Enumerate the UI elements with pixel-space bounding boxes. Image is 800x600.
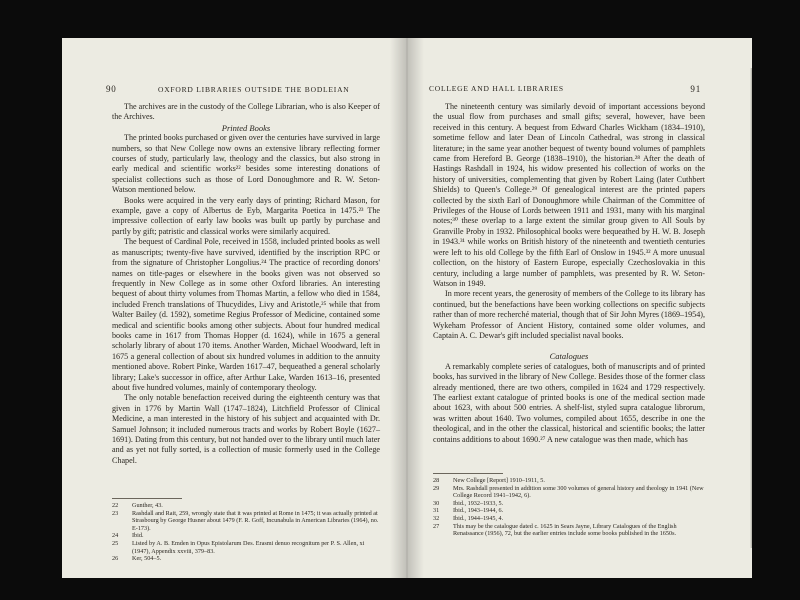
archives-paragraph: The archives are in the custody of the College Librarian, who is also Keeper of the Archives. — [112, 102, 380, 122]
body-paragraph: In more recent years, the generosity of members of the College to its library has continued, but the benefactions have been working collections on specific subjects rather than of more recherché material, though that of Sir John Myres (1869–1954), Wykeham Professor of Ancient History, contained some older volumes, and Captain A. C. Dewar's gift included specialist naval books. — [433, 289, 705, 340]
catalogues-heading: Catalogues — [549, 351, 589, 362]
footnote: 28 New College [Report] 1910–1911, 5. — [433, 477, 545, 484]
left-footnotes — [112, 498, 380, 563]
footnote: 24 Ibid. — [112, 532, 144, 540]
body-paragraph: The nineteenth century was similarly devoid of important accessions beyond the usual flow from purchases and small gifts; several, however, have been received in this century. A bequest from Edward Charles Wickham (1834–1910), sometime fellow and later Dean of Lincoln Cathedral, was strong in classical literature; in the same year another bequest of twenty bound volumes of pamphlets came from Hereford B. George (1838–1910), the historian.²⁸ After the death of Hastings Rashdall in 1924, his widow presented his collection of works on the history of universities, complementing that given by Robert Laing (later Cuthbert Shields) to Queen's College.²⁹ Of genealogical interest are the printed papers collected by the sixth Earl of Donoughmore while Chairman of the Committee of Privileges of the House of Lords between 1911 and 1931, many with his marginal notes;³⁰ these overlap to a large extent the similar group given to All Souls by Granville Proby in 1932. Philosophical books were bequeathed by H. W. B. Joseph in 1943.³¹ while works on British history of the nineteenth and twentieth centuries were left to his old College by the fifth Earl of Onslow in 1945.³² A more unusual collection, on the history of Eastern Europe, especially Czechoslovakia in this century, including a large number of pamphlets, was presented by R. W. Seton-Watson in 1949. — [433, 102, 705, 288]
left-page-number: 90 — [106, 84, 117, 94]
right-page — [407, 38, 752, 578]
footnote: 29 Mrs. Rashdall presented in addition some 300 volumes of general history and theology in 1941 (New College Record 1941–1942, 6). — [433, 484, 704, 500]
body-paragraph: The printed books purchased or given over the centuries have survived in large numbers, so that New College now owns an extensive library reflecting former courses of study, particularly law, theology and the classics, but also strong in early medical and scientific works²² besides some interesting donations of specialist collections such as those of Lord Donoughmore and R. W. Seton-Watson mentioned below. — [112, 133, 380, 195]
left-page — [62, 38, 407, 578]
body-paragraph: The bequest of Cardinal Pole, received in 1558, included printed books as well as manuscripts; twenty-five have survived, identified by the inscription RPC or from the signature of Christopher Longolius.²⁴ The practice of recording donors' names on title-pages or elsewhere in the books given was not observed so frequently in New College as in some other Oxford libraries. An interesting bequest of about thirty volumes from Thomas Martin, a fellow who died in 1584, included French translations of Thucydides, Livy and Aristotle,²⁵ while that from Walter Bailey (d. 1592), sometime Regius Professor of Medicine, contained some medical and scientific books among other subjects. About four hundred medical books came in 1617 from Thomas Hopper (d. 1624), while in 1675 a general scholarly library of about 170 items. Another Warden, Michael Woodward, left in 1675 a general collection of about six hundred volumes in addition to the annuity mentioned above. Robert Pinke, Warden 1617–47, bequeathed a general scholarly library; Lake's successor in office, after Arthur Lake, Warden 1613–16, presented about five hundred volumes, mainly of contemporary theology. — [112, 237, 380, 392]
body-paragraph: The only notable benefaction received during the eighteenth century was that given in 1776 by Martin Wall (1747–1824), Litchfield Professor of Clinical Medicine, a man interested in the history of his subject and acquainted with Dr. Samuel Johnson; it included numerous tracts and works by Robert Boyle (1627–1691). Dating from this century, but not handed over to the library until much later and as yet not fully sorted, is a collection of music formerly used in the College Chapel. — [112, 393, 380, 465]
footnote-rule — [112, 498, 182, 499]
left-page-header — [106, 84, 350, 94]
footnote-rule — [433, 473, 503, 474]
footnote: 32 Ibid., 1944–1945, 4. — [433, 514, 504, 522]
body-paragraph: Books were acquired in the very early days of printing; Richard Mason, for example, gave a copy of Albertus de Eyb, Margarita Poetica in 1475.²³ The impressive collection of early law books was built up partly by purchase and partly by gift; patristic and classical works were similarly acquired. — [112, 195, 380, 236]
footnote: 22 Gunther, 43. — [112, 502, 163, 509]
footnote: 30 Ibid., 1932–1933, 5. — [433, 499, 504, 507]
catalogues-paragraph: A remarkably complete series of catalogues, both of manuscripts and of printed books, has survived in the library of New College. Besides those of the former class already mentioned, there are two others, compiled in 1624 and 1729 respectively. The earliest extant catalogue of printed books is one of the medical section made about 1623, with about 500 entries. A shelf-list, styled supra catalogue librorum, was written about 1640. Two volumes, compiled about 1655, describe in one the theological, and in the other the classical, historical and scientific books; the latter contains additions to about 1690.²⁷ A new catalogue was then made, which has — [433, 361, 705, 444]
footnote: 27 This may be the catalogue dated c. 1625 in Sears Jayne, Library Catalogues of the English Renaissance (1956), 72, but the earlier entries include some books published in the 1650s. — [433, 522, 677, 538]
footnote: 25 Listed by A. B. Emden in Opus Epistolarum Des. Erasmi denuo recognitum per P. S. Allen, xi (1947), Appendix xxviii, 379–83. — [112, 539, 365, 555]
printed-books-heading: Printed Books — [221, 122, 271, 133]
footnote: 26 Ker, 504–5. — [112, 555, 162, 563]
right-running-head: COLLEGE AND HALL LIBRARIES — [429, 84, 564, 93]
left-running-head: OXFORD LIBRARIES OUTSIDE THE BODLEIAN — [157, 85, 350, 94]
right-page-header — [429, 84, 701, 94]
page-edges — [750, 68, 752, 548]
book-gutter — [390, 38, 424, 578]
open-book — [62, 38, 752, 578]
left-body-text — [112, 102, 380, 466]
right-footnotes — [433, 473, 705, 538]
right-body-text — [433, 102, 705, 445]
footnote: 31 Ibid., 1943–1944, 6. — [433, 507, 504, 515]
footnote: 23 Rashdall and Rait, 259, wrongly state that it was printed at Rome in 1475; it was actually printed at Strasbourg by George Husner about 1479 (F. R. Goff, Incunabula in American Libraries (1964), no. E-173). — [112, 509, 379, 532]
right-page-number: 91 — [690, 84, 701, 94]
